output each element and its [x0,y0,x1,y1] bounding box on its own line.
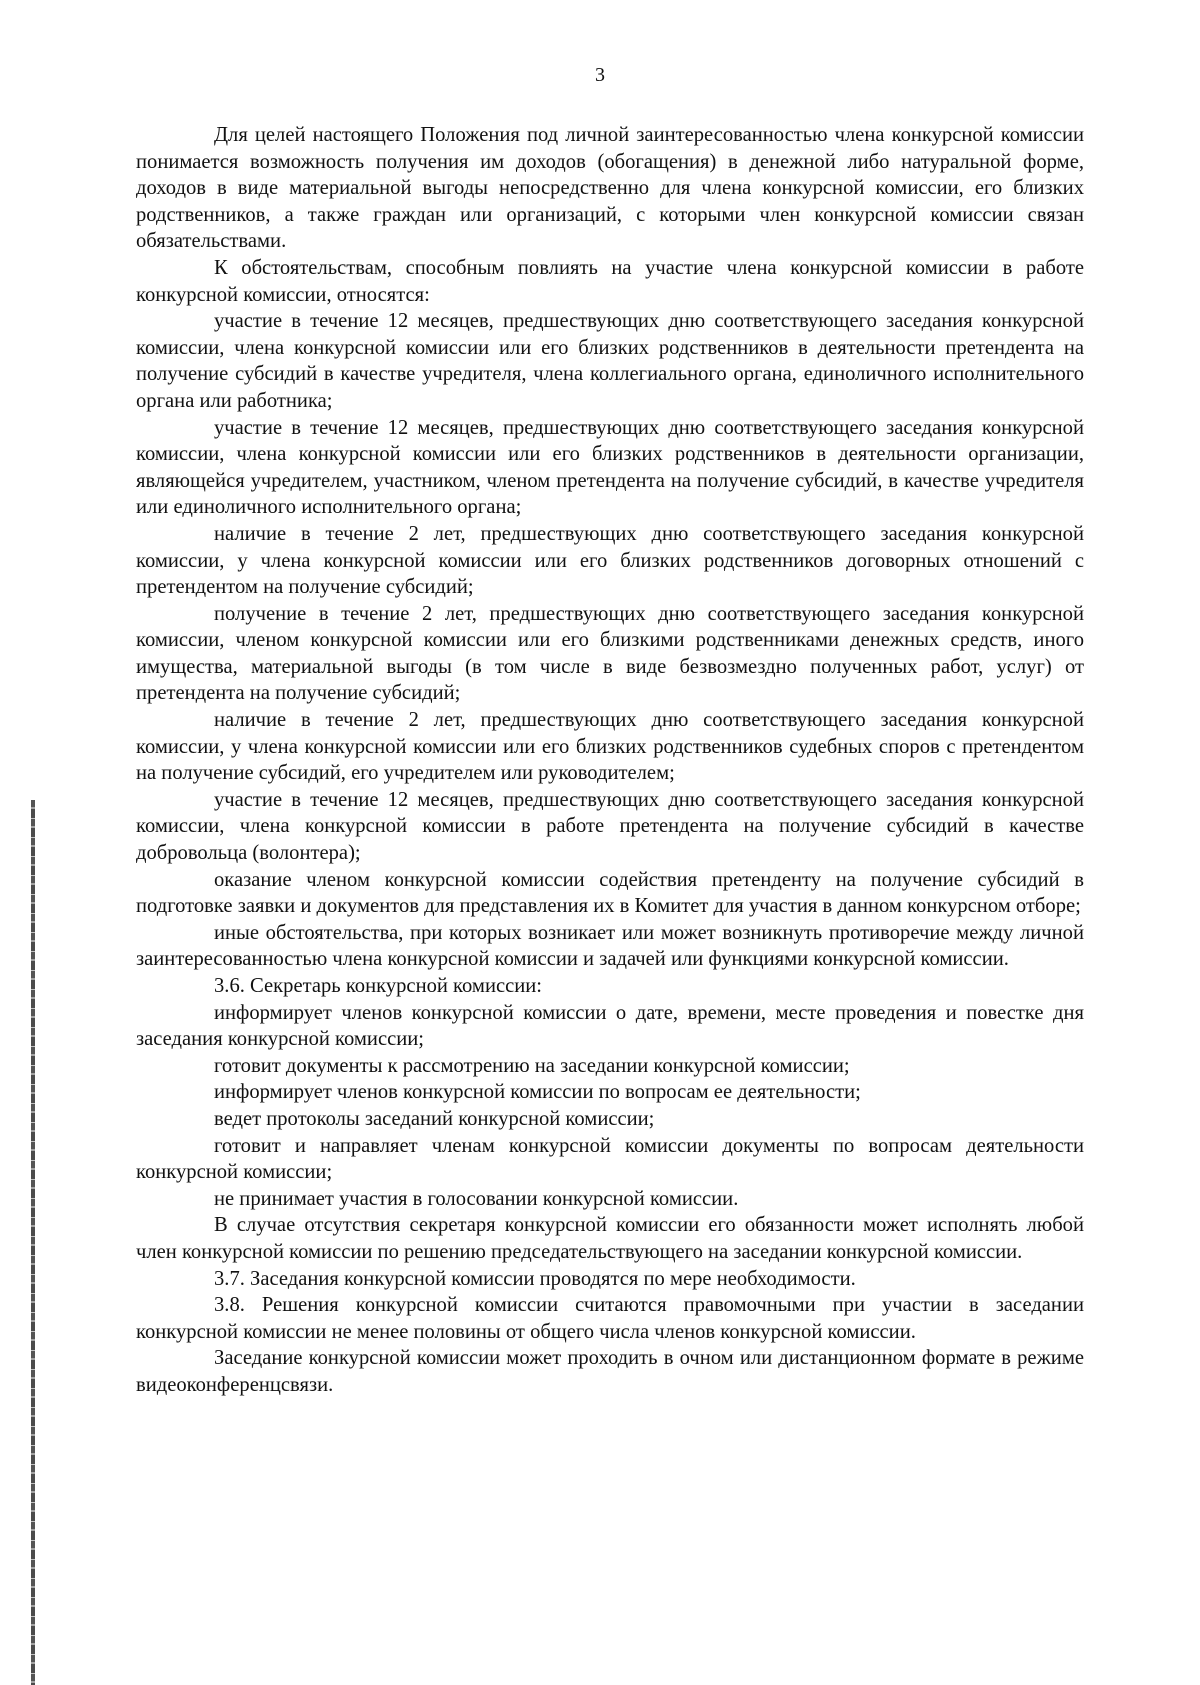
paragraph-circumstance-court-disputes: наличие в течение 2 лет, предшествующих дню соответствующего заседания конкурсной комиссии, у члена конкурсной комиссии или его близких родственников судебных споров с претендентом на получение субсидий, его учредителем или руководителем; [136,709,1084,785]
paragraph-personal-interest-definition: Для целей настоящего Положения под личной заинтересованностью члена конкурсной комиссии понимается возможность получения им доходов (обогащения) в денежной либо натуральной форме, доходов в виде материальной выгоды непосредственно для члена конкурсной комиссии, его близких родственников, а также граждан или организаций, с которыми член конкурсной комиссии связан обязательствами. [136,124,1084,253]
paragraph-secretary-sends-documents: готовит и направляет членам конкурсной комиссии документы по вопросам деятельности конкурсной комиссии; [136,1134,1084,1184]
paragraph-secretary-informs-activity: информирует членов конкурсной комиссии по вопросам ее деятельности; [214,1081,861,1104]
paragraph-circumstance-applicant-participation: участие в течение 12 месяцев, предшествующих дню соответствующего заседания конкурсной комиссии, члена конкурсной комиссии или его близких родственников в деятельности претендента на получение субсидий в качестве учредителя, члена коллегиального органа, единоличного исполнительного органа или работника; [136,310,1084,412]
paragraph-secretary-no-voting: не принимает участия в голосовании конкурсной комиссии. [214,1187,739,1210]
paragraph-circumstance-receiving-funds: получение в течение 2 лет, предшествующих дню соответствующего заседания конкурсной комиссии, членом конкурсной комиссии или его близкими родственниками денежных средств, иного имущества, материальной выгоды (в том числе в виде безвозмездно полученных работ, услуг) от претендента на получение субсидий; [136,602,1084,705]
paragraph-circumstances-intro: К обстоятельствам, способным повлиять на участие члена конкурсной комиссии в работе конкурсной комиссии, относятся: [136,256,1084,306]
paragraph-secretary-absence: В случае отсутствия секретаря конкурсной комиссии его обязанности может исполнять любой член конкурсной комиссии по решению председательствующего на заседании конкурсной комиссии. [136,1214,1084,1263]
paragraph-secretary-informs-meeting: информирует членов конкурсной комиссии о дате, времени, месте проведения и повестке дня заседания конкурсной комиссии; [136,1001,1084,1051]
page-number: 3 [595,64,605,86]
scan-edge-artifact [31,800,35,1685]
paragraph-circumstance-volunteer: участие в течение 12 месяцев, предшествующих дню соответствующего заседания конкурсной комиссии, члена конкурсной комиссии в работе претендента на получение субсидий в качестве добровольца (волонтера); [136,788,1084,865]
paragraph-circumstance-other: иные обстоятельства, при которых возникает или может возникнуть противоречие между личной заинтересованностью члена конкурсной комиссии и задачей или функциями конкурсной комиссии. [136,921,1084,971]
paragraph-meeting-format: Заседание конкурсной комиссии может проходить в очном или дистанционном формате в режиме видеоконференцсвязи. [136,1347,1084,1396]
paragraph-section-3-6-heading: 3.6. Секретарь конкурсной комиссии: [214,975,543,997]
paragraph-secretary-keeps-minutes: ведет протоколы заседаний конкурсной комиссии; [214,1107,655,1130]
paragraph-secretary-prepares-documents: готовит документы к рассмотрению на заседании конкурсной комиссии; [214,1054,850,1077]
paragraph-section-3-7: 3.7. Заседания конкурсной комиссии проводятся по мере необходимости. [214,1267,856,1290]
document-body [136,122,1084,1399]
paragraph-circumstance-organization-participation: участие в течение 12 месяцев, предшествующих дню соответствующего заседания конкурсной комиссии, члена конкурсной комиссии или его близких родственников в деятельности организации, являющейся учредителем, участником, членом претендента на получение субсидий, в качестве учредителя или единоличного исполнительного органа; [136,416,1084,519]
paragraph-section-3-8: 3.8. Решения конкурсной комиссии считаются правомочными при участии в заседании конкурсной комиссии не менее половины от общего числа членов конкурсной комиссии. [136,1294,1084,1343]
paragraph-circumstance-assistance: оказание членом конкурсной комиссии содействия претенденту на получение субсидий в подготовке заявки и документов для представления их в Комитет для участия в данном конкурсном отборе; [136,868,1084,918]
paragraph-circumstance-contract-relations: наличие в течение 2 лет, предшествующих дню соответствующего заседания конкурсной комиссии, у члена конкурсной комиссии или его близких родственников договорных отношений с претендентом на получение субсидий; [136,522,1084,599]
